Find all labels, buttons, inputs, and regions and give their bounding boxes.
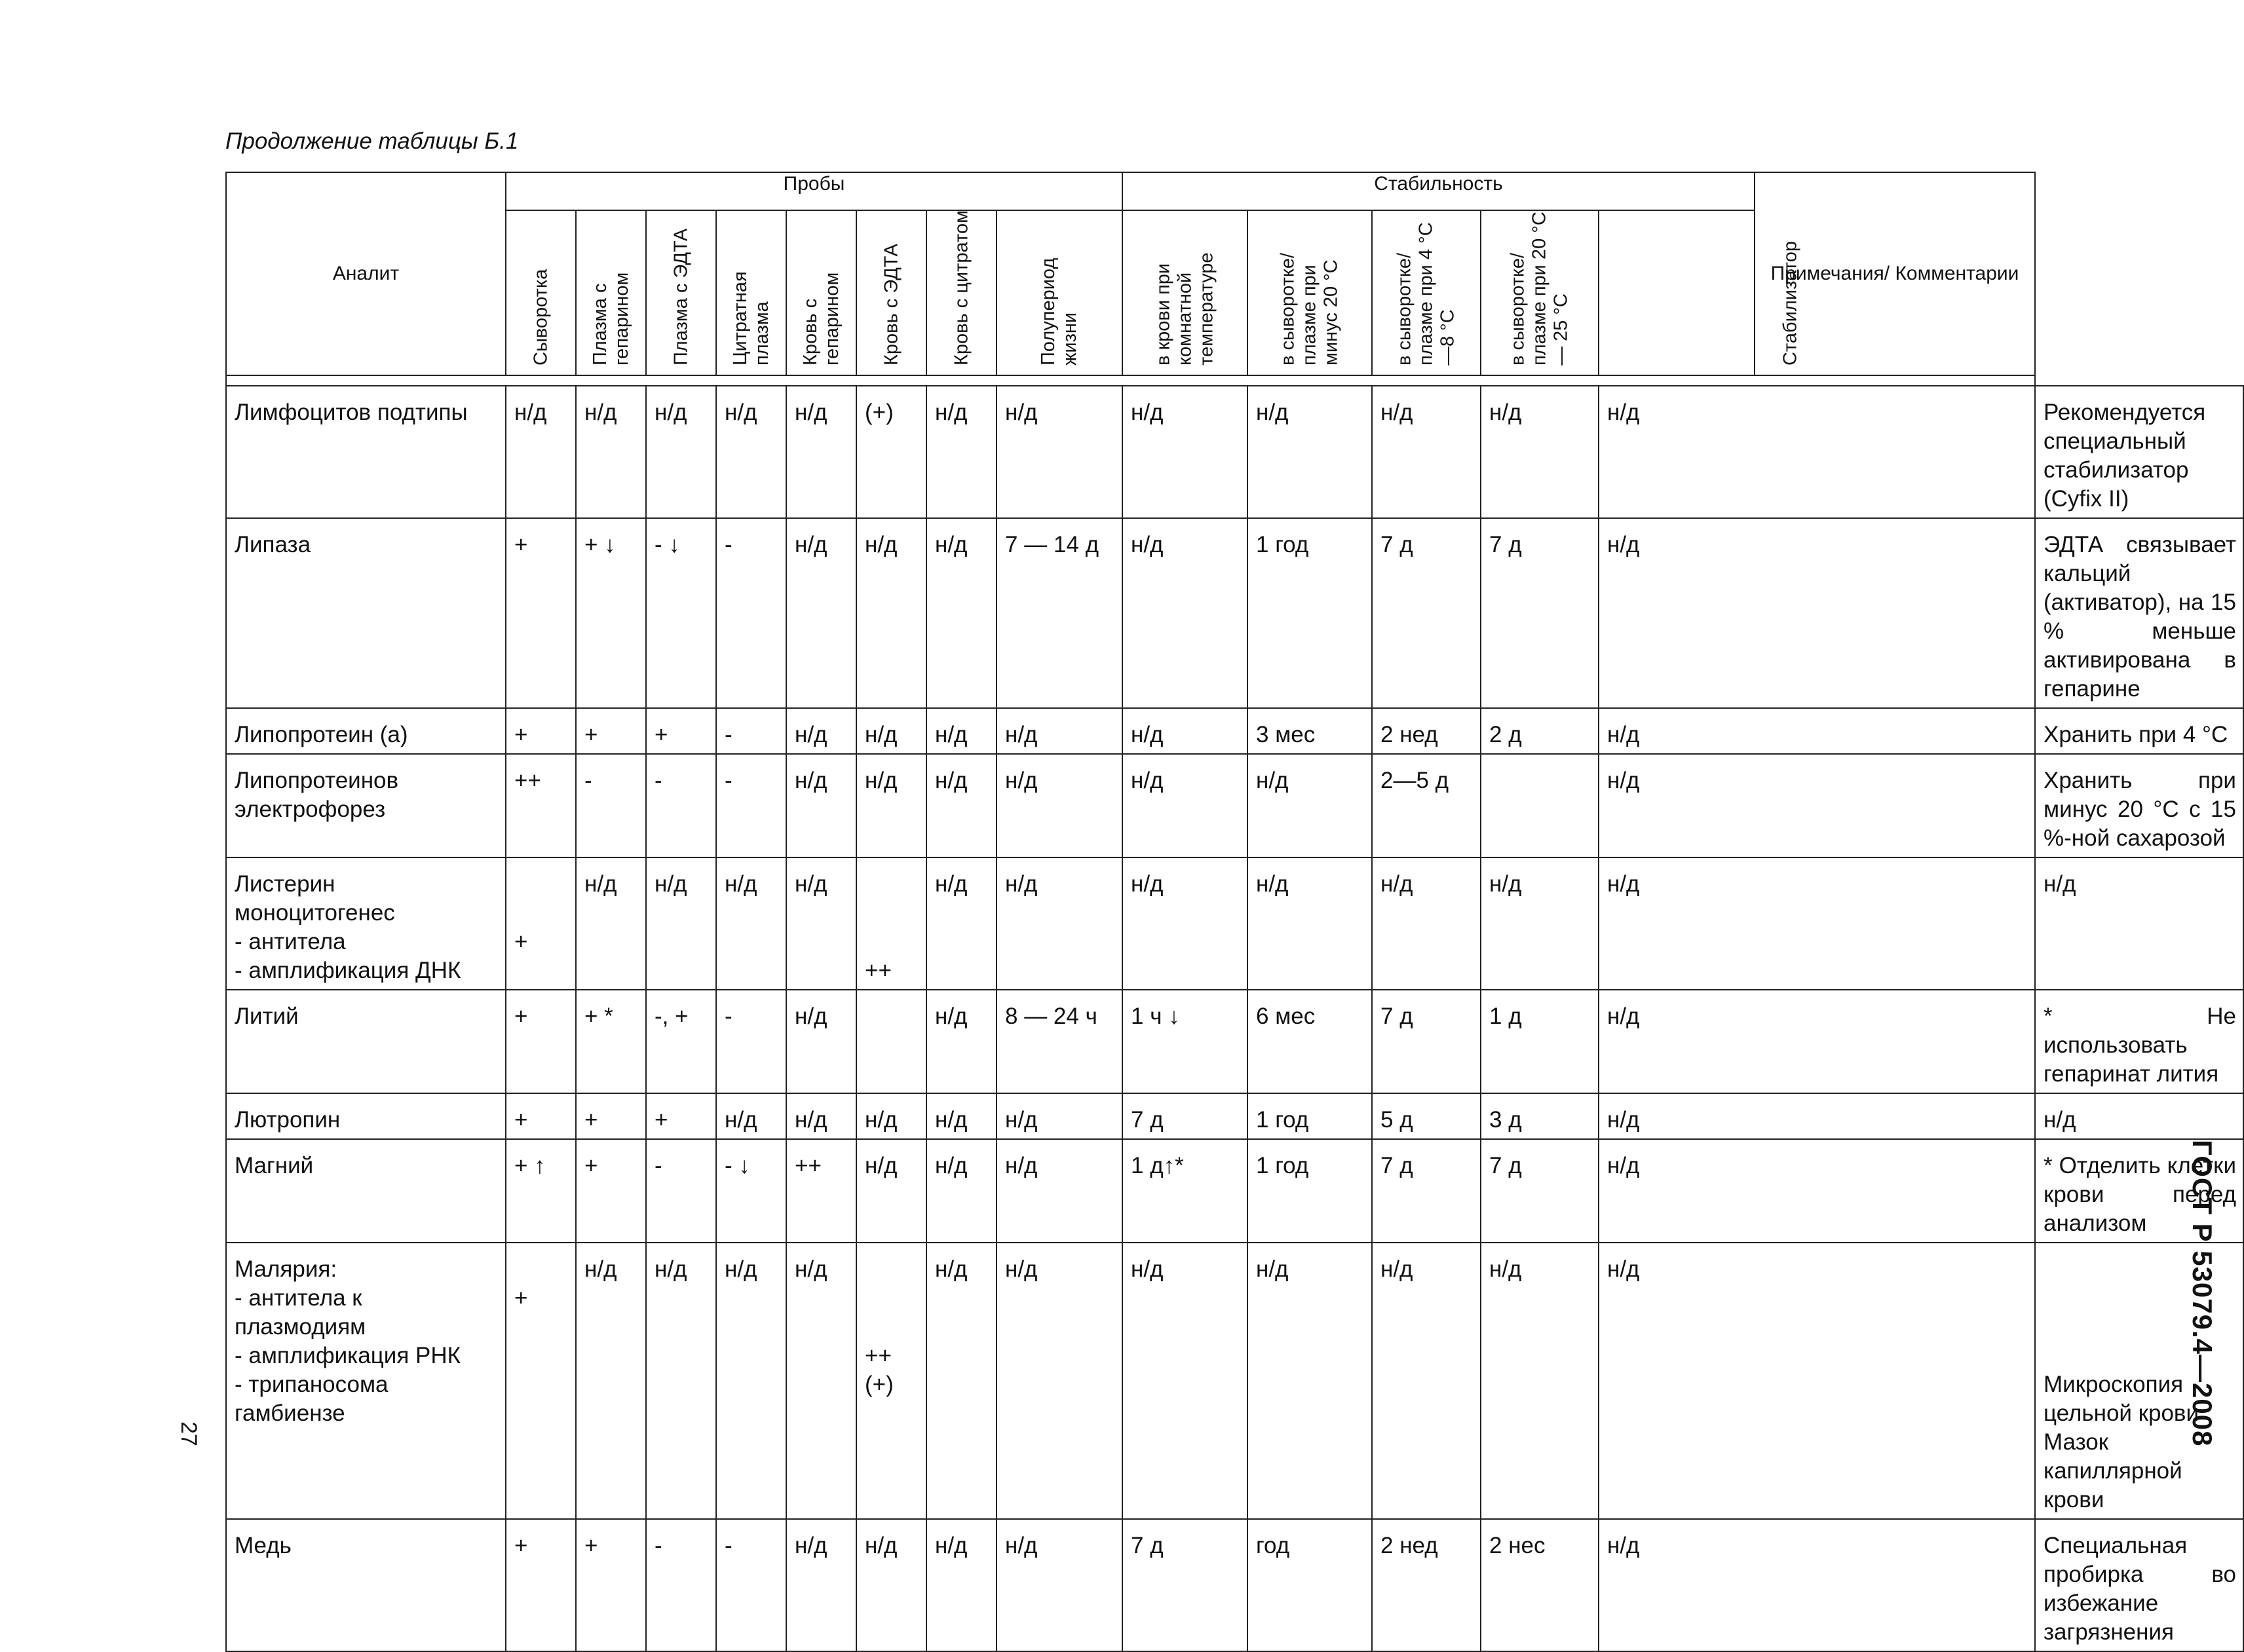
header-analyte: Аналит (226, 172, 506, 375)
value-cell: н/д (786, 708, 856, 754)
value-cell: н/д (786, 990, 856, 1093)
header-col: в крови при комнатной температуре (1122, 210, 1247, 375)
value-cell: н/д (856, 1139, 926, 1243)
note-cell: Микроскопия цельной крови Мазок капиллярной крови (2035, 1243, 2243, 1519)
value-cell: н/д (997, 1139, 1122, 1243)
value-cell: н/д (997, 754, 1122, 857)
value-cell: н/д (576, 386, 646, 518)
analyte-cell: Липопротеин (a) (226, 708, 506, 754)
value-cell: + (506, 1243, 576, 1519)
value-cell: 1 д (1481, 990, 1599, 1093)
header-col: Стабилизатор (1599, 210, 2035, 375)
value-cell: н/д (716, 857, 786, 990)
value-cell: 3 мес (1247, 708, 1372, 754)
table-row (226, 708, 2243, 754)
value-cell: - (716, 518, 786, 708)
analyte-cell: Листерин моноцитогенес - антитела - амплификация ДНК (226, 857, 506, 990)
value-cell: н/д (926, 1139, 997, 1243)
value-cell: + * (576, 990, 646, 1093)
value-cell: + ↓ (576, 518, 646, 708)
value-cell: н/д (646, 1243, 716, 1519)
value-cell: ++ (+) (856, 1243, 926, 1519)
value-cell: н/д (716, 1243, 786, 1519)
value-cell: н/д (856, 754, 926, 857)
analyte-cell: Лимфоцитов подтипы (226, 386, 506, 518)
document-code: ГОСТ Р 53079.4—2008 (2187, 1140, 2218, 1447)
value-cell: 1 ч ↓ (1122, 990, 1247, 1093)
value-cell: н/д (1599, 1093, 2035, 1139)
value-cell: н/д (1599, 1519, 2035, 1651)
table-row (226, 857, 2243, 990)
value-cell: н/д (856, 518, 926, 708)
value-cell: (+) (856, 386, 926, 518)
analyte-cell: Магний (226, 1139, 506, 1243)
value-cell: н/д (786, 386, 856, 518)
value-cell: н/д (786, 518, 856, 708)
note-cell: Специальная пробирка во избежание загрязнения (2035, 1519, 2243, 1651)
value-cell: н/д (926, 754, 997, 857)
value-cell: 1 д↑* (1122, 1139, 1247, 1243)
value-cell: н/д (1247, 754, 1372, 857)
value-cell: н/д (1122, 754, 1247, 857)
note-cell: * Отделить клетки крови перед анализом (2035, 1139, 2243, 1243)
value-cell: + (506, 708, 576, 754)
value-cell: + ↑ (506, 1139, 576, 1243)
value-cell: н/д (786, 1243, 856, 1519)
table-row (226, 1519, 2243, 1651)
header-col: Кровь с ЭДТА (856, 210, 926, 375)
note-cell: Хранить при минус 20 °C с 15 %-ной сахарозой (2035, 754, 2243, 857)
header-col: Плазма с ЭДТА (646, 210, 716, 375)
value-cell: н/д (1481, 857, 1599, 990)
value-cell: н/д (1599, 518, 2035, 708)
value-cell: н/д (926, 1243, 997, 1519)
value-cell: н/д (926, 386, 997, 518)
value-cell: 2 нед (1372, 1519, 1481, 1651)
page-number: 27 (176, 1421, 201, 1446)
value-cell: н/д (997, 857, 1122, 990)
value-cell: 2 нес (1481, 1519, 1599, 1651)
header-notes: Примечания/ Комментарии (1755, 172, 2035, 375)
value-cell: н/д (1372, 1243, 1481, 1519)
value-cell: 7 д (1122, 1519, 1247, 1651)
data-table (225, 172, 2244, 1652)
table-row (226, 518, 2243, 708)
value-cell: 7 д (1122, 1093, 1247, 1139)
value-cell: 1 год (1247, 1139, 1372, 1243)
note-cell: Хранить при 4 °C (2035, 708, 2243, 754)
value-cell: н/д (856, 1093, 926, 1139)
header-samples-group: Пробы (506, 172, 1122, 210)
value-cell (1481, 754, 1599, 857)
value-cell: н/д (926, 708, 997, 754)
value-cell: н/д (997, 386, 1122, 518)
value-cell: ++ (856, 857, 926, 990)
value-cell: - ↓ (646, 518, 716, 708)
value-cell: н/д (1481, 1243, 1599, 1519)
value-cell: 5 д (1372, 1093, 1481, 1139)
value-cell: + (506, 990, 576, 1093)
table-row (226, 1243, 2243, 1519)
value-cell: н/д (1247, 857, 1372, 990)
header-col: Сыворотка (506, 210, 576, 375)
value-cell: - ↓ (716, 1139, 786, 1243)
value-cell: н/д (1247, 386, 1372, 518)
value-cell: год (1247, 1519, 1372, 1651)
note-cell: н/д (2035, 857, 2243, 990)
value-cell: н/д (997, 1093, 1122, 1139)
analyte-cell: Малярия: - антитела к плазмодиям - амплификация РНК - трипаносома гамбиензе (226, 1243, 506, 1519)
value-cell: - (716, 1519, 786, 1651)
value-cell: н/д (926, 990, 997, 1093)
table-row (226, 1139, 2243, 1243)
value-cell: 7 д (1481, 518, 1599, 708)
value-cell: 3 д (1481, 1093, 1599, 1139)
value-cell: - (576, 754, 646, 857)
value-cell: н/д (1599, 990, 2035, 1093)
value-cell: 7 д (1481, 1139, 1599, 1243)
value-cell: + (506, 518, 576, 708)
header-col: в сыворотке/ плазме при минус 20 °C (1247, 210, 1372, 375)
value-cell: - (646, 1519, 716, 1651)
value-cell: н/д (786, 857, 856, 990)
value-cell: + (576, 1139, 646, 1243)
header-col: Плазма с гепарином (576, 210, 646, 375)
value-cell: н/д (1599, 857, 2035, 990)
value-cell: 1 год (1247, 518, 1372, 708)
value-cell: н/д (1122, 857, 1247, 990)
value-cell: - (646, 754, 716, 857)
value-cell: н/д (1599, 1139, 2035, 1243)
header-col: в сыворотке/ плазме при 20 °C — 25 °C (1481, 210, 1599, 375)
note-cell: ЭДТА связывает кальций (активатор), на 15 % меньше активирована в гепарине (2035, 518, 2243, 708)
table-row (226, 386, 2243, 518)
value-cell: н/д (1122, 518, 1247, 708)
value-cell: + (646, 1093, 716, 1139)
value-cell: н/д (576, 857, 646, 990)
header-col: Полупериод жизни (997, 210, 1122, 375)
value-cell: н/д (926, 518, 997, 708)
note-cell: * Не использовать гепаринат лития (2035, 990, 2243, 1093)
value-cell: н/д (1481, 386, 1599, 518)
value-cell: н/д (997, 1519, 1122, 1651)
value-cell: н/д (856, 708, 926, 754)
value-cell: 7 д (1372, 518, 1481, 708)
header-col: Кровь с цитратом (926, 210, 997, 375)
value-cell: н/д (716, 386, 786, 518)
value-cell: н/д (997, 1243, 1122, 1519)
value-cell: н/д (1599, 1243, 2035, 1519)
value-cell: н/д (1599, 708, 2035, 754)
value-cell: н/д (1122, 708, 1247, 754)
value-cell: 2 нед (1372, 708, 1481, 754)
value-cell: 1 год (1247, 1093, 1372, 1139)
table-caption: Продолжение таблицы Б.1 (225, 128, 519, 154)
value-cell: + (576, 1519, 646, 1651)
note-cell: н/д (2035, 1093, 2243, 1139)
value-cell: н/д (926, 1093, 997, 1139)
value-cell: + (646, 708, 716, 754)
value-cell: 7 — 14 д (997, 518, 1122, 708)
value-cell: н/д (856, 1519, 926, 1651)
analyte-cell: Литий (226, 990, 506, 1093)
value-cell: н/д (1372, 386, 1481, 518)
value-cell: 6 мес (1247, 990, 1372, 1093)
value-cell: - (716, 708, 786, 754)
value-cell: н/д (786, 754, 856, 857)
value-cell: 7 д (1372, 1139, 1481, 1243)
value-cell: ++ (506, 754, 576, 857)
value-cell: н/д (1599, 386, 2035, 518)
header-col: Цитратная плазма (716, 210, 786, 375)
value-cell: н/д (1599, 754, 2035, 857)
analyte-cell: Липаза (226, 518, 506, 708)
analyte-cell: Лютропин (226, 1093, 506, 1139)
value-cell: + (506, 1519, 576, 1651)
value-cell: - (716, 990, 786, 1093)
value-cell: - (716, 754, 786, 857)
value-cell: + (506, 857, 576, 990)
value-cell: н/д (1122, 1243, 1247, 1519)
value-cell: н/д (1372, 857, 1481, 990)
value-cell: - (646, 1139, 716, 1243)
value-cell: н/д (716, 1093, 786, 1139)
header-col: Кровь с гепарином (786, 210, 856, 375)
value-cell: н/д (1122, 386, 1247, 518)
value-cell: н/д (926, 857, 997, 990)
value-cell: -, + (646, 990, 716, 1093)
analyte-cell: Медь (226, 1519, 506, 1651)
header-col: в сыворотке/ плазме при 4 °C—8 °C (1372, 210, 1481, 375)
value-cell: + (576, 708, 646, 754)
value-cell (856, 990, 926, 1093)
value-cell: н/д (1247, 1243, 1372, 1519)
value-cell: н/д (506, 386, 576, 518)
value-cell: + (576, 1093, 646, 1139)
value-cell: + (506, 1093, 576, 1139)
value-cell: 8 — 24 ч (997, 990, 1122, 1093)
header-stability-group: Стабильность (1122, 172, 1755, 210)
value-cell: 2—5 д (1372, 754, 1481, 857)
analyte-cell: Липопротеинов электрофорез (226, 754, 506, 857)
value-cell: н/д (786, 1093, 856, 1139)
note-cell: Рекомендуется специальный стабилизатор (Cyfix II) (2035, 386, 2243, 518)
value-cell: н/д (926, 1519, 997, 1651)
table-row (226, 754, 2243, 857)
value-cell: 2 д (1481, 708, 1599, 754)
value-cell: н/д (786, 1519, 856, 1651)
value-cell: ++ (786, 1139, 856, 1243)
value-cell: н/д (646, 386, 716, 518)
value-cell: н/д (646, 857, 716, 990)
value-cell: 7 д (1372, 990, 1481, 1093)
value-cell: н/д (576, 1243, 646, 1519)
table-row (226, 990, 2243, 1093)
table-row (226, 1093, 2243, 1139)
value-cell: н/д (997, 708, 1122, 754)
